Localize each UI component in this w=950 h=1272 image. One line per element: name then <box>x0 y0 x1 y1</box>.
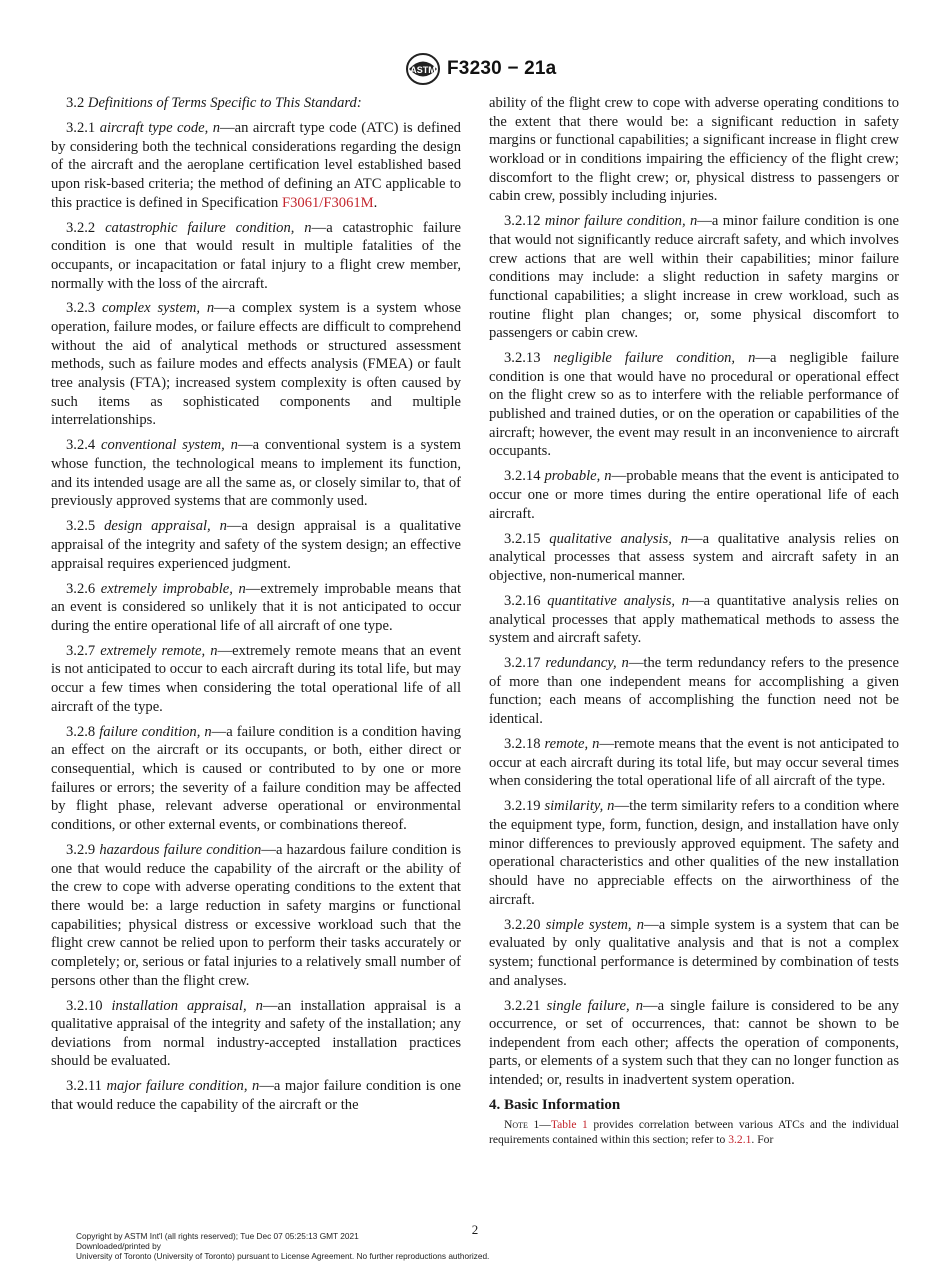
definition-term: qualitative analysis, n <box>549 530 689 547</box>
def-3-2-2 <box>51 219 461 294</box>
definition-term: complex system, n <box>102 300 215 317</box>
definition-term: remote, n <box>544 736 600 753</box>
astm-logo-icon <box>404 52 442 86</box>
definition-text: —a qualitative analysis relies on analytical processes that assess system and aircraft safety in an objective, non-numerical manner. <box>489 530 899 584</box>
right-column <box>489 94 899 1148</box>
ref-3-2-1-link[interactable]: 3.2.1 <box>728 1133 752 1147</box>
definition-number: 3.2.14 <box>504 468 541 485</box>
definition-number: 3.2.19 <box>504 798 541 815</box>
definition-term: catastrophic failure condition, n <box>105 219 312 236</box>
def-3-2-20 <box>489 916 899 991</box>
definition-number: 3.2.2 <box>66 219 96 236</box>
definition-number: 3.2.3 <box>66 300 96 317</box>
definition-term: design appraisal, n <box>104 518 227 535</box>
logo-text: ASTM <box>410 65 436 75</box>
note-1 <box>489 1117 899 1148</box>
def-3-2-12 <box>489 212 899 343</box>
def-3-2-21 <box>489 997 899 1090</box>
definition-number: 3.2.20 <box>504 916 541 933</box>
section-4-heading: 4. Basic Information <box>489 1097 621 1114</box>
heading-3-2 <box>51 94 461 113</box>
definition-number: 3.2.18 <box>504 736 541 753</box>
definition-number: 3.2.12 <box>504 213 541 230</box>
definition-term: negligible failure condition, n <box>553 350 756 367</box>
definition-term: conventional system, n <box>101 437 238 454</box>
definition-term: quantitative analysis, n <box>547 592 690 609</box>
definition-tail: . <box>373 194 378 211</box>
definition-term: extremely remote, n <box>100 642 218 659</box>
definition-text: —a quantitative analysis relies on analytical processes that apply mathematical methods to assess the system and aircraft safety. <box>489 592 899 647</box>
definition-term: Definitions of Terms Specific to This Standard: <box>87 95 362 111</box>
definition-term: minor failure condition, n <box>544 213 698 230</box>
definition-text: —a minor failure condition is one that would not significantly reduce aircraft safety, and which involves crew actions that are well within their capabilities; minor failure conditions may include: a slight reduction in safety margins or functional capabilities; a slight increase in crew workload, such as routine flight plan changes; or, some physical discomfort to passengers or cabin crew. <box>489 213 900 342</box>
def-3-2-4 <box>51 436 461 511</box>
definition-text: —a negligible failure condition is one that would have no procedural or operational effect on the flight crew so as to interfere with the reliable performance of published and trained duties, or on the operation or capabilities of the aircraft; however, the event may result in an inconvenience to aircraft occupants. <box>489 350 899 460</box>
definition-number: 3.2.7 <box>66 642 96 659</box>
definition-text: —a single failure is considered to be any occurrence, or set of occurrences, that: cannot be shown to be independent from each other; affects the operation of components, parts, or elements of a system such that they can no longer function as intended; or, results in inadvertent system operation. <box>489 997 899 1089</box>
def-3-2-9 <box>51 841 461 990</box>
footer-line-1: Copyright by ASTM Int'l (all rights reserved); Tue Dec 07 05:25:13 GMT 2021 <box>76 1231 359 1241</box>
definition-text: —extremely remote means that an event is not anticipated to occur to each aircraft during its total life, but may occur a few times when considering the total operational life of all aircraft of the type. <box>51 642 461 715</box>
definition-term: probable, n <box>544 468 612 485</box>
definition-term: major failure condition, n <box>106 1078 260 1095</box>
table-1-link[interactable]: Table 1 <box>550 1117 588 1131</box>
specification-link[interactable]: F3061/F3061M <box>282 194 374 211</box>
def-3-2-17 <box>489 654 899 729</box>
definition-term: installation appraisal, n <box>111 997 263 1014</box>
def-3-2-16 <box>489 592 899 648</box>
definition-number: 3.2.9 <box>66 841 96 858</box>
definition-number: 3.2.4 <box>66 437 96 454</box>
definition-number: 3.2.11 <box>66 1078 102 1095</box>
definition-number: 3.2.6 <box>66 580 96 597</box>
right-definitions <box>489 94 899 1090</box>
definition-text: —an aircraft type code (ATC) is defined by considering both the technical considerations regarding the design of the aircraft and the aeroplane certification level established based upon risk-based criteria; the method of defining an ATC applicable to this practice is defined in Specification <box>51 119 461 211</box>
left-column <box>51 94 461 1121</box>
note-dash: — <box>539 1117 551 1131</box>
def-3-2-1 <box>51 119 461 212</box>
definition-number: 3.2.10 <box>66 997 103 1014</box>
definition-number: 3.2.13 <box>504 350 541 367</box>
def-3-2-11 <box>51 1077 461 1114</box>
definition-number: 3.2.17 <box>504 655 541 672</box>
definition-text: —remote means that the event is not anticipated to occur at each aircraft during its total life, but may occur several times when considering the total operational life of all aircraft of the type. <box>489 736 900 790</box>
definition-term: simple system, n <box>545 916 645 933</box>
definition-text: —a complex system is a system whose operation, failure modes, or failure effects are difficult to comprehend without the aid of analytical methods or structured assessment methods, such as failure modes and effects analysis (FMEA) or fault tree analysis (FTA); increased system complexity is often caused by such items as sophisticated components and multiple interrelationships. <box>51 300 461 429</box>
copyright-footer <box>76 1231 489 1262</box>
standard-designation: F3230 − 21a <box>447 58 557 79</box>
def-3-2-5 <box>51 517 461 573</box>
def-3-2-14 <box>489 467 899 523</box>
def-3-2-19 <box>489 797 899 909</box>
definition-text: —probable means that the event is anticipated to occur one or more times during the entire operational life of each aircraft. <box>489 468 899 522</box>
note-label: Note 1 <box>504 1117 540 1131</box>
page-number: 2 <box>471 1222 479 1237</box>
definition-text: —a design appraisal is a qualitative appraisal of the integrity and safety of the system design; an effective appraisal requires experienced judgment. <box>51 518 462 572</box>
def-3-2-8 <box>51 723 461 835</box>
definition-number: 3.2.8 <box>66 723 96 740</box>
definition-number: 3.2.5 <box>66 518 96 535</box>
def-3-2-13 <box>489 349 899 461</box>
note-text-2: . For <box>751 1133 774 1147</box>
definition-term: hazardous failure condition <box>99 841 262 858</box>
definition-text: —extremely improbable means that an event is considered so unlikely that it is not anticipated to occur during the entire operational life of all aircraft of one type. <box>51 580 461 634</box>
definition-text: —a simple system is a system that can be evaluated by only qualitative analysis and that is not a complex system; functional performance is determined by combination of tests and analyses. <box>489 916 899 989</box>
definition-term: single failure, n <box>546 997 644 1014</box>
definition-number: 3.2.1 <box>66 119 96 136</box>
note-text-1: provides correlation between various ATCs and the individual requirements contained within this section; refer to <box>489 1117 899 1147</box>
footer-line-2: Downloaded/printed by <box>76 1241 161 1252</box>
definition-number: 3.2 <box>66 95 85 111</box>
definition-text: —a failure condition is a condition having an effect on the aircraft or its occupants, or both, either direct or consequential, which is caused or contributed to by one or more failures or errors; the severity of a failure condition may be affected by flight phase, relevant adverse operational or environmental conditions, or other external events, or combinations thereof. <box>51 723 461 833</box>
definition-text: —a hazardous failure condition is one that would reduce the capability of the aircraft or the ability of the crew to cope with adverse operating conditions to the extent that there would be: a large reduction in safety margins or functional capabilities; physical distress or excessive workload such that the flight crew cannot be relied upon to perform their tasks accurately or completely; or, serious or fatal injuries to a relatively small number of persons other than the flight crew. <box>51 841 462 989</box>
definition-term: aircraft type code, n <box>99 119 221 136</box>
definition-term: redundancy, n <box>545 655 629 672</box>
definition-text: —the term redundancy refers to the presence of more than one independent means for accomplishing a given function; each means of accomplishing the function need not be identical. <box>489 655 899 728</box>
definition-text: —a major failure condition is one that would reduce the capability of the aircraft or the <box>51 1078 461 1114</box>
definition-term: similarity, n <box>544 798 615 815</box>
def-3-2-7 <box>51 642 461 717</box>
definition-text: —the term similarity refers to a condition where the equipment type, form, function, design, and installation have only minor differences to previously approved equipment. The safety and operational characteristics and other qualities of the new installation should have no appreciable effects on the airworthiness of the aircraft. <box>489 798 899 908</box>
definition-number: 3.2.15 <box>504 530 541 547</box>
footer-line-3: University of Toronto (University of Toronto) pursuant to License Agreement. No further reproductions authorized. <box>76 1251 490 1262</box>
definition-text: —a catastrophic failure condition is one that would result in multiple fatalities of the occupants, or incapacitation or fatal injury to a flight crew member, normally with the loss of the aircraft. <box>51 219 462 292</box>
def-3-2-10 <box>51 997 461 1072</box>
definition-text: —an installation appraisal is a qualitative appraisal of the integrity and safety of the installation; any deviations from normal industry-accepted installation practices should be evaluated. <box>51 997 462 1070</box>
definition-term: extremely improbable, n <box>100 580 246 597</box>
def-3-2-6 <box>51 580 461 636</box>
def-3-2-18 <box>489 735 899 791</box>
def-3-2-11-cont <box>489 94 899 206</box>
def-3-2-3 <box>51 299 461 430</box>
definition-text: ability of the flight crew to cope with adverse operating conditions to the extent that there would be: a significant reduction in safety margins or functional capabilities; a significant increase in flight crew workload or in conditions impairing the efficiency of the flight crew; discomfort to the flight crew; or, physical distress to passengers or cabin crew, possibly including injuries. <box>489 95 899 205</box>
def-3-2-15 <box>489 530 899 586</box>
document-header <box>0 52 950 86</box>
definition-number: 3.2.21 <box>504 997 541 1014</box>
definition-number: 3.2.16 <box>504 592 541 609</box>
definition-term: failure condition, n <box>99 723 212 740</box>
definition-text: —a conventional system is a system whose function, the technological means to implement its function, and its intended usage are all the same as, or closely similar to, that of previously approved systems that are commonly used. <box>51 437 461 510</box>
